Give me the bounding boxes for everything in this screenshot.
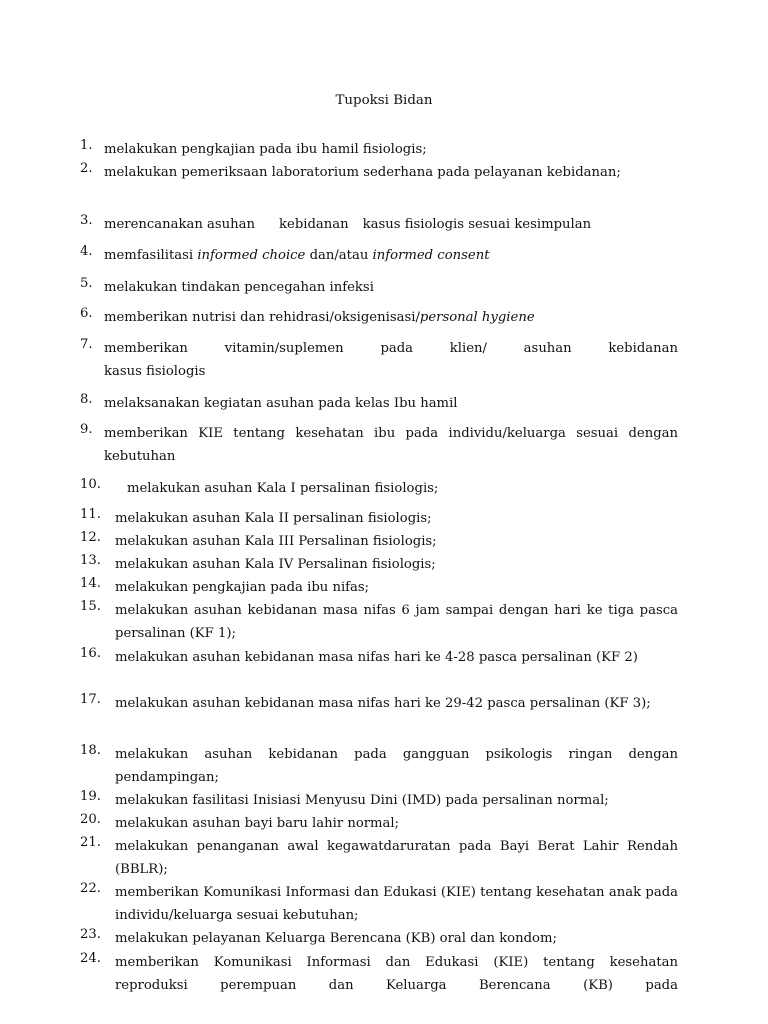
list-item [80,161,678,184]
list-item [80,507,678,530]
item-text: melakukan asuhan Kala II persalinan fisiologis; [115,511,432,526]
item-text: melakukan pengkajian pada ibu nifas; [115,580,370,595]
item-text [104,213,678,236]
item-text: melakukan asuhan Kala I persalinan fisiologis; [127,481,439,496]
item-text: melakukan asuhan Kala IV Persalinan fisiologis; [115,557,436,572]
list-item [80,743,678,789]
list-item [80,881,678,927]
item-number: 20. [80,812,101,827]
item-text: melakukan asuhan kebidanan masa nifas hari ke 29-42 pasca persalinan (KF 3); [115,696,651,711]
item-text-part: memfasilitasi [104,248,194,263]
item-text-part: memberikan vitamin/suplemen [104,341,344,356]
item-number: 24. [80,951,101,966]
item-number: 13. [80,553,101,568]
item-number: 17. [80,692,101,707]
item-text: memberikan Komunikasi Informasi dan Edukasi (KIE) tentang kesehatan anak pada individu/keluarga sesuai kebutuhan; [115,885,678,923]
item-number: 22. [80,881,101,896]
item-text: melakukan pemeriksaan laboratorium sederhana pada pelayanan kebidanan; [104,165,621,180]
list-item [80,138,678,161]
item-text-part: kasus fisiologis sesuai kesimpulan [362,217,592,232]
item-number: 4. [80,244,93,259]
item-number: 9. [80,422,93,437]
list-item [80,789,678,812]
item-number: 5. [80,276,93,291]
item-text-italic: informed consent [372,248,490,263]
item-text: melakukan fasilitasi Inisiasi Menyusu Dini (IMD) pada persalinan normal; [115,793,609,808]
list-item [80,244,678,267]
list-item [80,530,678,553]
item-text: memberikan Komunikasi Informasi dan Edukasi (KIE) tentang kesehatan reproduksi perempuan dan Keluarga Berencana (KB) pada [115,955,678,993]
item-text: melaksanakan kegiatan asuhan pada kelas Ibu hamil [104,396,458,411]
item-number: 2. [80,161,93,176]
list-item [80,306,678,329]
list-item [80,646,678,669]
item-text-part: kasus fisiologis [104,364,206,379]
item-text [104,306,678,329]
item-text-part: pada klien/ asuhan kebidanan [380,341,678,356]
item-number: 7. [80,337,93,352]
item-number: 19. [80,789,101,804]
item-number: 10. [80,477,101,492]
list-item [80,951,678,997]
list-item [80,835,678,881]
item-number: 18. [80,743,101,758]
item-number: 11. [80,507,101,522]
item-text: melakukan asuhan kebidanan pada gangguan psikologis ringan dengan pendampingan; [115,747,678,785]
document-title: Tupoksi Bidan [335,93,433,108]
item-text [104,337,678,383]
list-item [80,422,678,468]
item-text: melakukan asuhan kebidanan masa nifas hari ke 4-28 pasca persalinan (KF 2) [115,650,638,665]
item-text: melakukan asuhan Kala III Persalinan fisiologis; [115,534,437,549]
list-item [80,213,678,236]
list-item [80,553,678,576]
list-item [80,337,678,383]
list-item [80,576,678,599]
item-text-italic: personal hygiene [419,310,535,325]
item-text: melakukan pelayanan Keluarga Berencana (KB) oral dan kondom; [115,931,557,946]
item-text: memberikan KIE tentang kesehatan ibu pada individu/keluarga sesuai dengan kebutuhan [104,426,678,464]
list-item [80,276,678,299]
list-item [80,812,678,835]
item-text: melakukan pengkajian pada ibu hamil fisiologis; [104,142,427,157]
list-item [80,599,678,645]
item-number: 12. [80,530,101,545]
item-number: 16. [80,646,101,661]
item-number: 23. [80,927,101,942]
item-number: 1. [80,138,93,153]
item-text-italic: informed choice [197,248,306,263]
item-text: melakukan penanganan awal kegawatdaruratan pada Bayi Berat Lahir Rendah (BBLR); [115,839,678,877]
item-text: melakukan asuhan kebidanan masa nifas 6 jam sampai dengan hari ke tiga pasca persalinan (KF 1); [115,603,678,641]
item-text [104,244,678,267]
item-number: 21. [80,835,101,850]
item-text-part: dan/atau [309,248,369,263]
list-item [80,927,678,950]
item-number: 6. [80,306,93,321]
item-number: 15. [80,599,101,614]
item-text-part: memberikan nutrisi dan rehidrasi/oksigenisasi/ [104,310,420,325]
item-text: melakukan asuhan bayi baru lahir normal; [115,816,400,831]
item-line [104,337,678,360]
item-text-part: merencanakan asuhan [104,217,256,232]
item-number: 3. [80,213,93,228]
item-text: melakukan tindakan pencegahan infeksi [104,280,374,295]
item-text-part: kebidanan [279,217,349,232]
list-item [80,692,678,715]
item-number: 14. [80,576,101,591]
item-number: 8. [80,392,93,407]
list-item [80,477,678,500]
list-item [80,392,678,415]
